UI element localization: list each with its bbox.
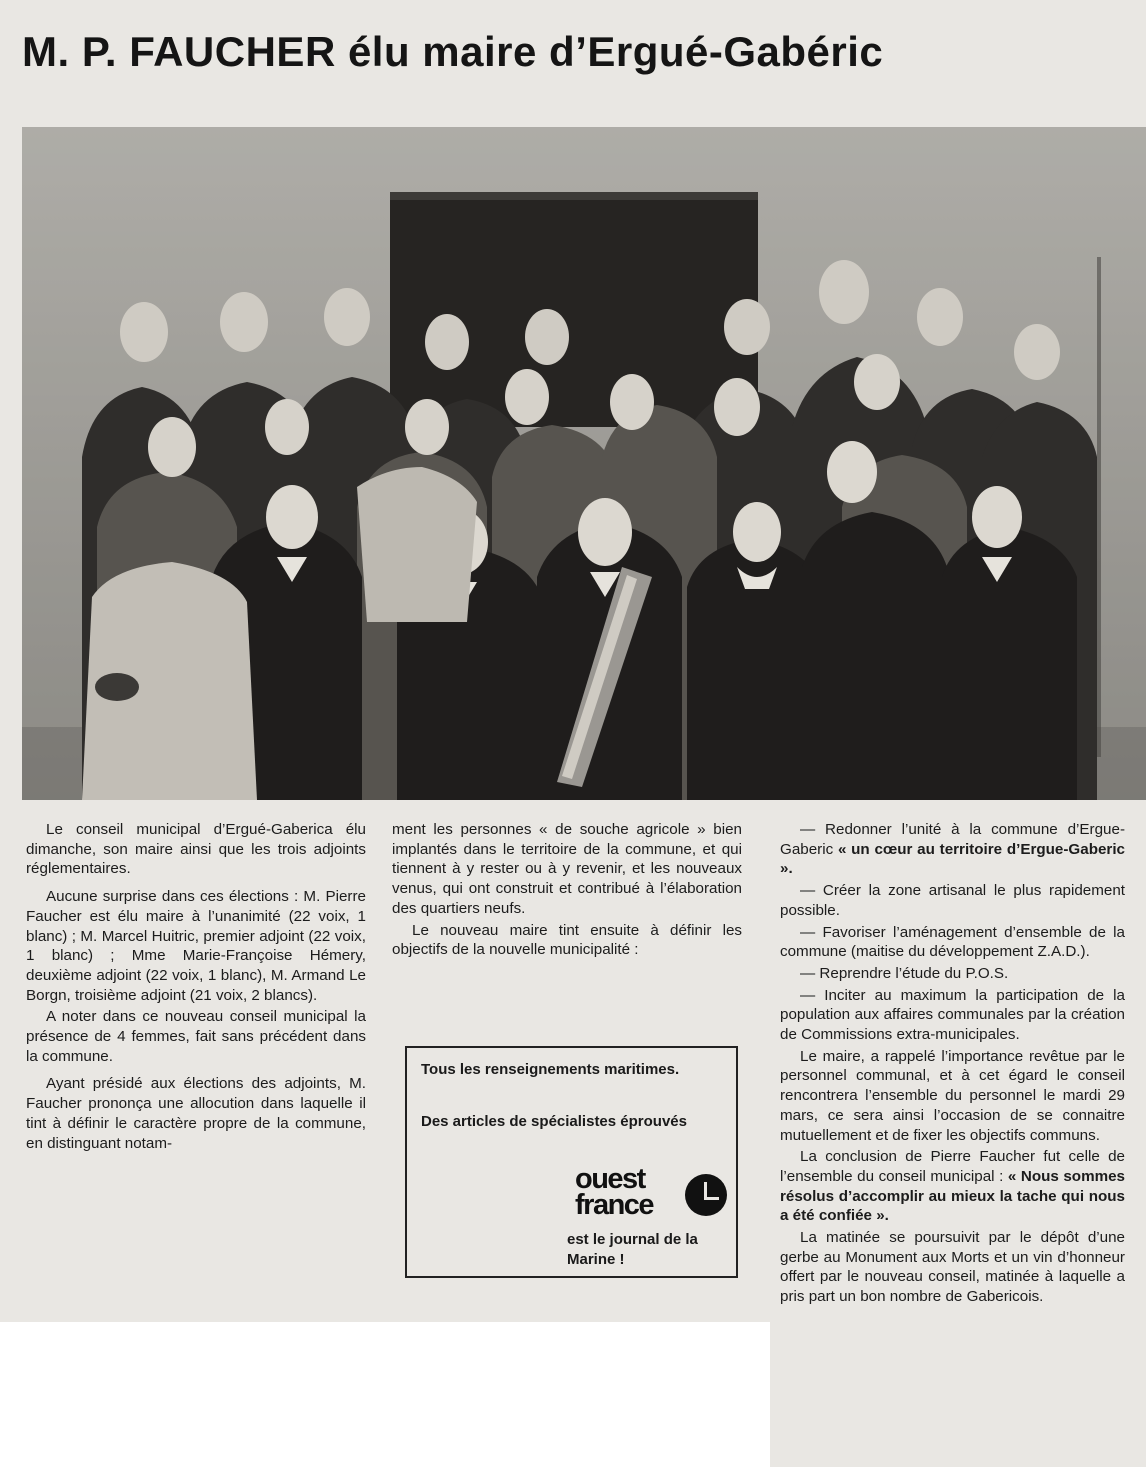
text: La conclusion de Pierre Faucher fut celle de l’ensemble du conseil municipal :: [780, 1148, 1125, 1185]
ad-line-3: est le journal de la Marine !: [567, 1231, 698, 1268]
ouest-france-advertisement: [405, 1046, 738, 1278]
quote: « Nous sommes résolus d’accomplir au mieux la tache qui nous a été confiée ».: [780, 1167, 1125, 1225]
paragraph: Le maire, a rappelé l’importance revêtue par le personnel communal, et à cet égard le conseil rencontrera l’ensemble du personnel le mardi 29 mars, ce sera ainsi l’occasion de se connaitre mutuellement et de fixer les objectifs communs.: [780, 1047, 1125, 1144]
paragraph: A noter dans ce nouveau conseil municipal la présence de 4 femmes, fait sans précédent dans la commune.: [26, 1008, 366, 1065]
article-column-2: [392, 820, 742, 962]
paragraph: — Créer la zone artisanal le plus rapidement possible.: [780, 882, 1125, 919]
ad-line-1: Tous les renseignements maritimes.: [421, 1061, 680, 1078]
ad-line-2: Des articles de spécialistes éprouvés: [421, 1113, 687, 1130]
logo-word-ouest: ouest: [575, 1163, 645, 1195]
article-column-3: [780, 820, 1125, 1309]
paragraph: [780, 820, 1125, 879]
logo-word-france: france: [575, 1189, 654, 1221]
paragraph: Ayant présidé aux élections des adjoints, M. Faucher prononça une allocution dans laquelle il tint à définir le caractère propre de la commune, en distinguant notam-: [26, 1075, 366, 1152]
paragraph: Aucune surprise dans ces élections : M. Pierre Faucher est élu maire à l’unanimité (22 voix, 1 blanc) ; M. Marcel Huitric, premier adjoint (22 voix, 1 blanc) ; Mme Marie-Françoise Hémery, deuxième adjoint (22 voix, 1 blanc), M. Armand Le Borgn, troisième adjoint (21 voix, 2 blancs).: [26, 888, 366, 1004]
paragraph: Le nouveau maire tint ensuite à définir les objectifs de la nouvelle municipalité :: [392, 921, 742, 959]
article-headline: M. P. FAUCHER élu maire d’Ergué-Gabéric: [22, 28, 884, 75]
ouest-france-logo: [575, 1164, 725, 1224]
paragraph: — Reprendre l’étude du P.O.S.: [800, 964, 1009, 982]
paragraph: ment les personnes « de souche agricole » bien implantés dans le territoire de la commune, et qui tiennent à y rester ou à y revenir, et les nouveaux venus, qui ont construit et contribué à l’élaboration des quartiers neufs.: [392, 821, 742, 917]
paragraph: — Favoriser l’aménagement d’ensemble de la commune (maitise du développement Z.A.D.).: [780, 923, 1125, 961]
quote: « un cœur au territoire d’Ergue-Gaberic ».: [780, 840, 1125, 878]
ouest-france-emblem-icon: [685, 1174, 727, 1216]
newspaper-page-tail: [770, 1322, 1146, 1467]
paragraph: Le conseil municipal d’Ergué-Gaberica élu dimanche, son maire ainsi que les trois adjoints réglementaires.: [26, 821, 366, 878]
paragraph: — Inciter au maximum la participation de la population aux affaires communales par la création de Commissions extra-municipales.: [780, 986, 1125, 1044]
paragraph: [780, 1147, 1125, 1226]
group-photo: [22, 127, 1146, 800]
article-column-1: [26, 820, 366, 1155]
paragraph: La matinée se poursuivit par le dépôt d’une gerbe au Monument aux Morts et un vin d’honneur offert par le nouveau conseil, matinée à laquelle a pris part un bon nombre de Gabericois.: [780, 1229, 1125, 1306]
text: — Redonner l’unité à la commune d’Ergue-Gaberic: [780, 821, 1125, 858]
